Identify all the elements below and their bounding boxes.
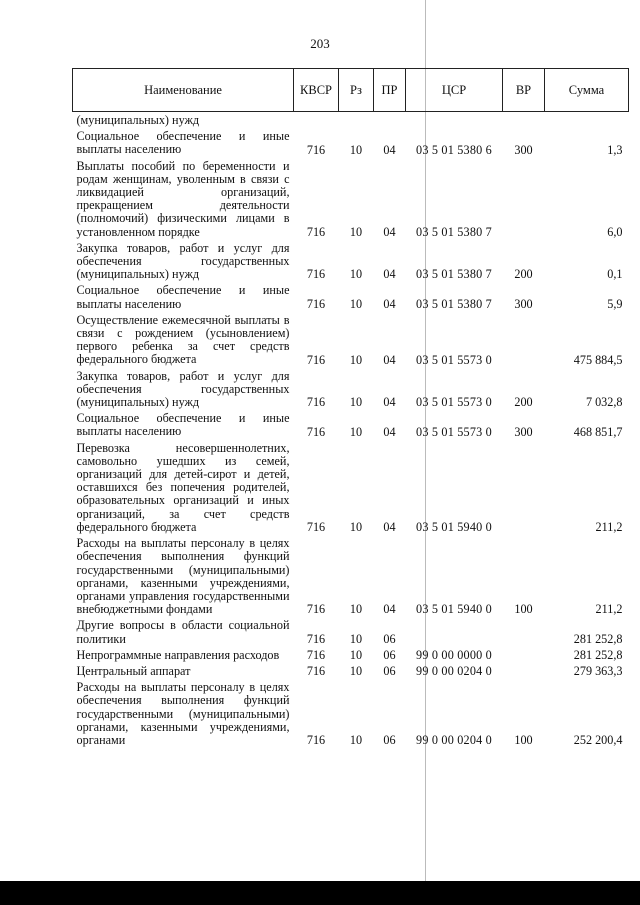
cell-csr: 03 5 01 5380 7 bbox=[416, 224, 492, 239]
page-number: 203 bbox=[310, 36, 330, 51]
header-csr: ЦСР bbox=[406, 69, 503, 112]
cell-pr: 04 bbox=[383, 296, 396, 311]
cell-sum: 252 200,4 bbox=[573, 733, 623, 748]
cell-rz: 10 bbox=[349, 647, 363, 662]
cell-csr: 99 0 00 0204 0 bbox=[416, 733, 492, 748]
cell-rz: 10 bbox=[349, 352, 363, 367]
budget-table bbox=[72, 68, 629, 748]
page-edge bbox=[0, 0, 6, 905]
cell-kvsr: 716 bbox=[306, 224, 326, 239]
cell-rz: 10 bbox=[349, 424, 363, 439]
cell-kvsr: 716 bbox=[306, 733, 326, 748]
table-row bbox=[73, 368, 629, 411]
cell-vr: 300 bbox=[514, 142, 533, 157]
cell-kvsr: 716 bbox=[306, 296, 326, 311]
table-row bbox=[73, 535, 629, 617]
cell-csr: 03 5 01 5573 0 bbox=[416, 424, 492, 439]
table-row bbox=[73, 158, 629, 240]
cell-name: Другие вопросы в области социальной политики bbox=[76, 618, 290, 646]
table-body bbox=[73, 112, 629, 749]
cell-vr: 300 bbox=[514, 424, 533, 439]
cell-csr: 03 5 01 5380 7 bbox=[416, 267, 492, 282]
cell-name: Центральный аппарат bbox=[76, 663, 191, 678]
cell-rz: 10 bbox=[349, 395, 363, 410]
cell-rz: 10 bbox=[349, 664, 363, 679]
cell-vr: 100 bbox=[514, 602, 533, 617]
cell-pr: 04 bbox=[383, 224, 396, 239]
cell-name: Расходы на выплаты персоналу в целях обеспечения выполнения функций государственными (муниципальными) органами, казенными учреждениями, органами управления государственными внебюджетными фондами bbox=[76, 536, 290, 617]
cell-rz bbox=[339, 112, 374, 129]
cell-sum: 468 851,7 bbox=[573, 424, 623, 439]
table-row bbox=[73, 312, 629, 368]
cell-name: Перевозка несовершеннолетних, самовольно ушедших из семей, организаций для детей-сирот и детей, оставшихся без попечения родителей, образовательных организаций и иных организаций, за счет средств федерального бюджета bbox=[76, 440, 290, 534]
cell-csr: 03 5 01 5380 6 bbox=[416, 142, 492, 157]
table-header-row bbox=[73, 69, 629, 112]
cell-csr: 99 0 00 0000 0 bbox=[416, 647, 492, 662]
header-kvsr: КВСР bbox=[294, 69, 339, 112]
table-row bbox=[73, 617, 629, 646]
cell-kvsr: 716 bbox=[306, 352, 326, 367]
cell-csr: 03 5 01 5940 0 bbox=[416, 602, 492, 617]
table-row bbox=[73, 440, 629, 535]
cell-rz: 10 bbox=[349, 631, 363, 646]
table-row bbox=[73, 128, 629, 157]
cell-name: Закупка товаров, работ и услуг для обеспечения государственных (муниципальных) нужд bbox=[76, 368, 290, 410]
cell-pr: 04 bbox=[383, 395, 396, 410]
table-row bbox=[73, 282, 629, 311]
cell-kvsr: 716 bbox=[306, 395, 326, 410]
cell-vr bbox=[503, 440, 545, 535]
cell-kvsr: 716 bbox=[306, 602, 326, 617]
header-sum: Сумма bbox=[545, 69, 629, 112]
cell-vr bbox=[503, 617, 545, 646]
cell-pr: 06 bbox=[383, 733, 396, 748]
cell-pr: 04 bbox=[383, 142, 396, 157]
cell-sum: 6,0 bbox=[607, 224, 623, 239]
cell-kvsr: 716 bbox=[306, 631, 326, 646]
cell-pr: 04 bbox=[383, 267, 396, 282]
cell-kvsr: 716 bbox=[306, 142, 326, 157]
cell-name: Выплаты пособий по беременности и родам женщинам, уволенным в связи с ликвидацией организаций, прекращением деятельности (полномочий) физическими лицами в установленном порядке bbox=[76, 158, 290, 239]
cell-pr: 04 bbox=[383, 520, 396, 535]
cell-rz: 10 bbox=[349, 520, 363, 535]
cell-kvsr: 716 bbox=[306, 520, 326, 535]
table-row bbox=[73, 663, 629, 679]
cell-pr bbox=[374, 112, 406, 129]
cell-rz: 10 bbox=[349, 267, 363, 282]
cell-rz: 10 bbox=[349, 733, 363, 748]
cell-rz: 10 bbox=[349, 224, 363, 239]
cell-pr: 04 bbox=[383, 352, 396, 367]
cell-sum: 475 884,5 bbox=[573, 352, 623, 367]
cell-csr: 03 5 01 5573 0 bbox=[416, 352, 492, 367]
cell-pr: 06 bbox=[383, 647, 396, 662]
cell-sum: 0,1 bbox=[607, 267, 623, 282]
cell-csr: 99 0 00 0204 0 bbox=[416, 664, 492, 679]
cell-csr: 03 5 01 5380 7 bbox=[416, 296, 492, 311]
cell-vr bbox=[503, 158, 545, 240]
cell-rz: 10 bbox=[349, 296, 363, 311]
cell-vr: 300 bbox=[514, 296, 533, 311]
cell-csr: 03 5 01 5940 0 bbox=[416, 520, 492, 535]
cell-kvsr: 716 bbox=[306, 267, 326, 282]
header-rz: Рз bbox=[339, 69, 374, 112]
cell-sum: 211,2 bbox=[595, 602, 623, 617]
cell-rz: 10 bbox=[349, 602, 363, 617]
cell-kvsr: 716 bbox=[306, 424, 326, 439]
cell-vr bbox=[503, 112, 545, 129]
cell-vr: 200 bbox=[514, 395, 533, 410]
cell-name: Закупка товаров, работ и услуг для обеспечения государственных (муниципальных) нужд bbox=[76, 240, 290, 282]
cell-csr bbox=[406, 617, 503, 646]
cell-name: Социальное обеспечение и иные выплаты населению bbox=[76, 283, 290, 311]
cell-name: Расходы на выплаты персоналу в целях обеспечения выполнения функций государственными (муниципальными) органами, казенными учреждениями, органами bbox=[76, 680, 290, 747]
header-vr: ВР bbox=[503, 69, 545, 112]
cell-sum: 281 252,8 bbox=[573, 647, 623, 662]
cell-pr: 04 bbox=[383, 424, 396, 439]
cell-sum bbox=[545, 112, 629, 129]
cell-kvsr: 716 bbox=[306, 647, 326, 662]
cell-sum: 5,9 bbox=[607, 296, 623, 311]
cell-pr: 06 bbox=[383, 664, 396, 679]
table-row bbox=[73, 410, 629, 439]
cell-vr bbox=[503, 647, 545, 663]
cell-csr bbox=[406, 112, 503, 129]
header-pr: ПР bbox=[374, 69, 406, 112]
scan-bottom-border bbox=[0, 881, 640, 905]
cell-sum: 1,3 bbox=[607, 142, 623, 157]
cell-sum: 7 032,8 bbox=[585, 395, 623, 410]
cell-vr: 200 bbox=[514, 267, 533, 282]
table-row bbox=[73, 240, 629, 283]
cell-sum: 281 252,8 bbox=[573, 631, 623, 646]
cell-name: Социальное обеспечение и иные выплаты населению bbox=[76, 411, 290, 439]
table-row bbox=[73, 679, 629, 748]
header-name: Наименование bbox=[73, 69, 294, 112]
cell-kvsr bbox=[294, 112, 339, 129]
cell-rz: 10 bbox=[349, 142, 363, 157]
cell-vr: 100 bbox=[514, 733, 533, 748]
cell-name: Социальное обеспечение и иные выплаты населению bbox=[76, 129, 290, 157]
cell-vr bbox=[503, 663, 545, 679]
cell-name: (муниципальных) нужд bbox=[76, 113, 200, 127]
cell-sum: 211,2 bbox=[595, 520, 623, 535]
cell-csr: 03 5 01 5573 0 bbox=[416, 395, 492, 410]
cell-sum: 279 363,3 bbox=[573, 664, 623, 679]
cell-name: Осуществление ежемесячной выплаты в связи с рождением (усыновлением) первого ребенка за счет средств федерального бюджета bbox=[76, 312, 290, 367]
table-row bbox=[73, 647, 629, 663]
cell-name: Непрограммные направления расходов bbox=[76, 647, 280, 662]
cell-pr: 06 bbox=[383, 631, 396, 646]
cell-pr: 04 bbox=[383, 602, 396, 617]
cell-kvsr: 716 bbox=[306, 664, 326, 679]
table-row bbox=[73, 112, 629, 129]
cell-vr bbox=[503, 312, 545, 368]
